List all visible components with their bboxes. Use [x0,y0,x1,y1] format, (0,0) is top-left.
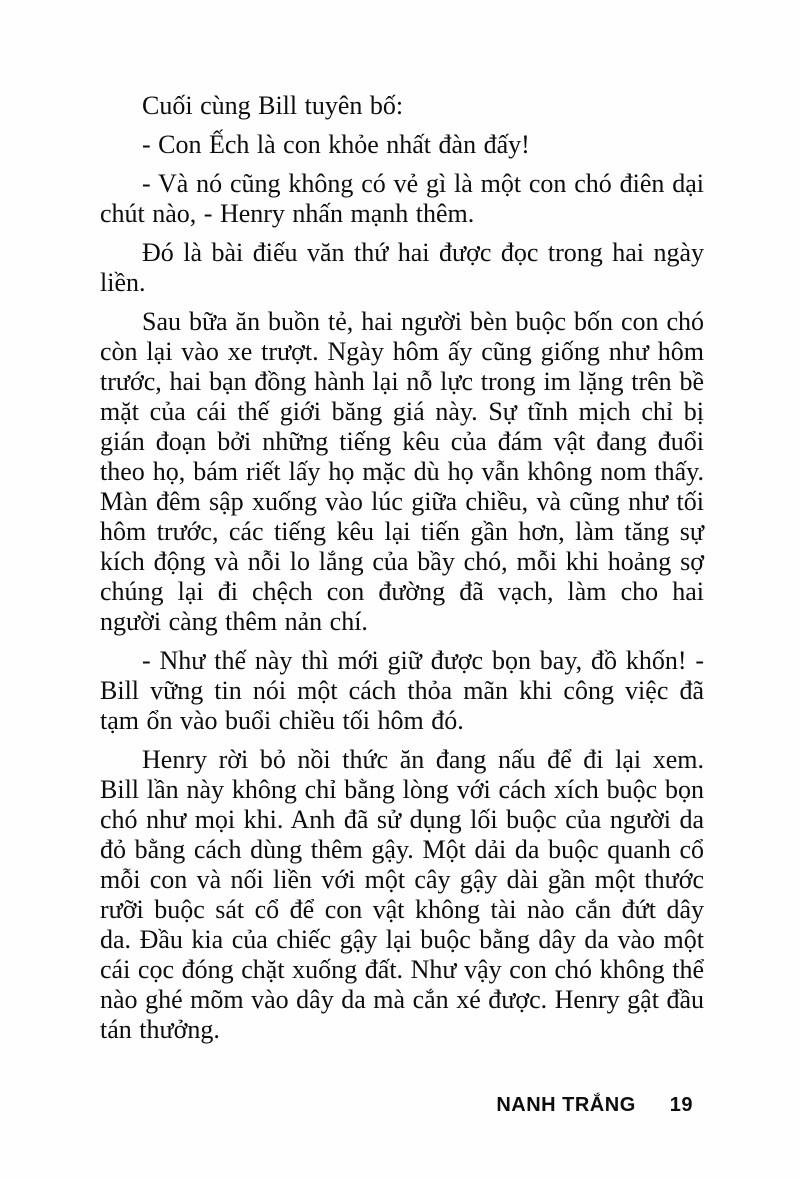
paragraph: - Và nó cũng không có vẻ gì là một con chó điên dại chút nào, - Henry nhấn mạnh thêm. [100,169,704,228]
page-footer [496,1094,693,1117]
paragraph: - Như thế này thì mới giữ được bọn bay, đồ khốn! - Bill vững tin nói một cách thỏa mãn khi công việc đã tạm ổn vào buổi chiều tối hôm đó. [100,646,704,735]
page-number: 19 [669,1094,693,1116]
paragraph: Cuối cùng Bill tuyên bố: [142,91,404,120]
paragraph: Sau bữa ăn buồn tẻ, hai người bèn buộc bốn con chó còn lại vào xe trượt. Ngày hôm ấy cũng giống như hôm trước, hai bạn đồng hành lại nỗ lực trong im lặng trên bề mặt của cái thế giới băng giá này. Sự tĩnh mịch chỉ bị gián đoạn bởi những tiếng kêu của đám vật đang đuổi theo họ, bám riết lấy họ mặc dù họ vẫn không nom thấy. Màn đêm sập xuống vào lúc giữa chiều, và cũng như tối hôm trước, các tiếng kêu lại tiến gần hơn, làm tăng sự kích động và nỗi lo lắng của bầy chó, mỗi khi hoảng sợ chúng lại đi chệch con đường đã vạch, làm cho hai người càng thêm nản chí. [100,307,704,636]
body-text [100,91,704,1054]
paragraph: - Con Ếch là con khỏe nhất đàn đấy! [142,130,530,159]
paragraph: Henry rời bỏ nồi thức ăn đang nấu để đi lại xem. Bill lần này không chỉ bằng lòng với cách xích buộc bọn chó như mọi khi. Anh đã sử dụng lối buộc của người da đỏ bằng cách dùng thêm gậy. Một dải da buộc quanh cổ mỗi con và nối liền với một cây gậy dài gần một thước rưỡi buộc sát cổ để con vật không tài nào cắn đứt dây da. Đầu kia của chiếc gậy lại buộc bằng dây da vào một cái cọc đóng chặt xuống đất. Như vậy con chó không thể nào ghé mõm vào dây da mà cắn xé được. Henry gật đầu tán thưởng. [100,745,704,1044]
paragraph: Đó là bài điếu văn thứ hai được đọc trong hai ngày liền. [100,238,704,297]
running-title: NANH TRẮNG [496,1094,636,1116]
